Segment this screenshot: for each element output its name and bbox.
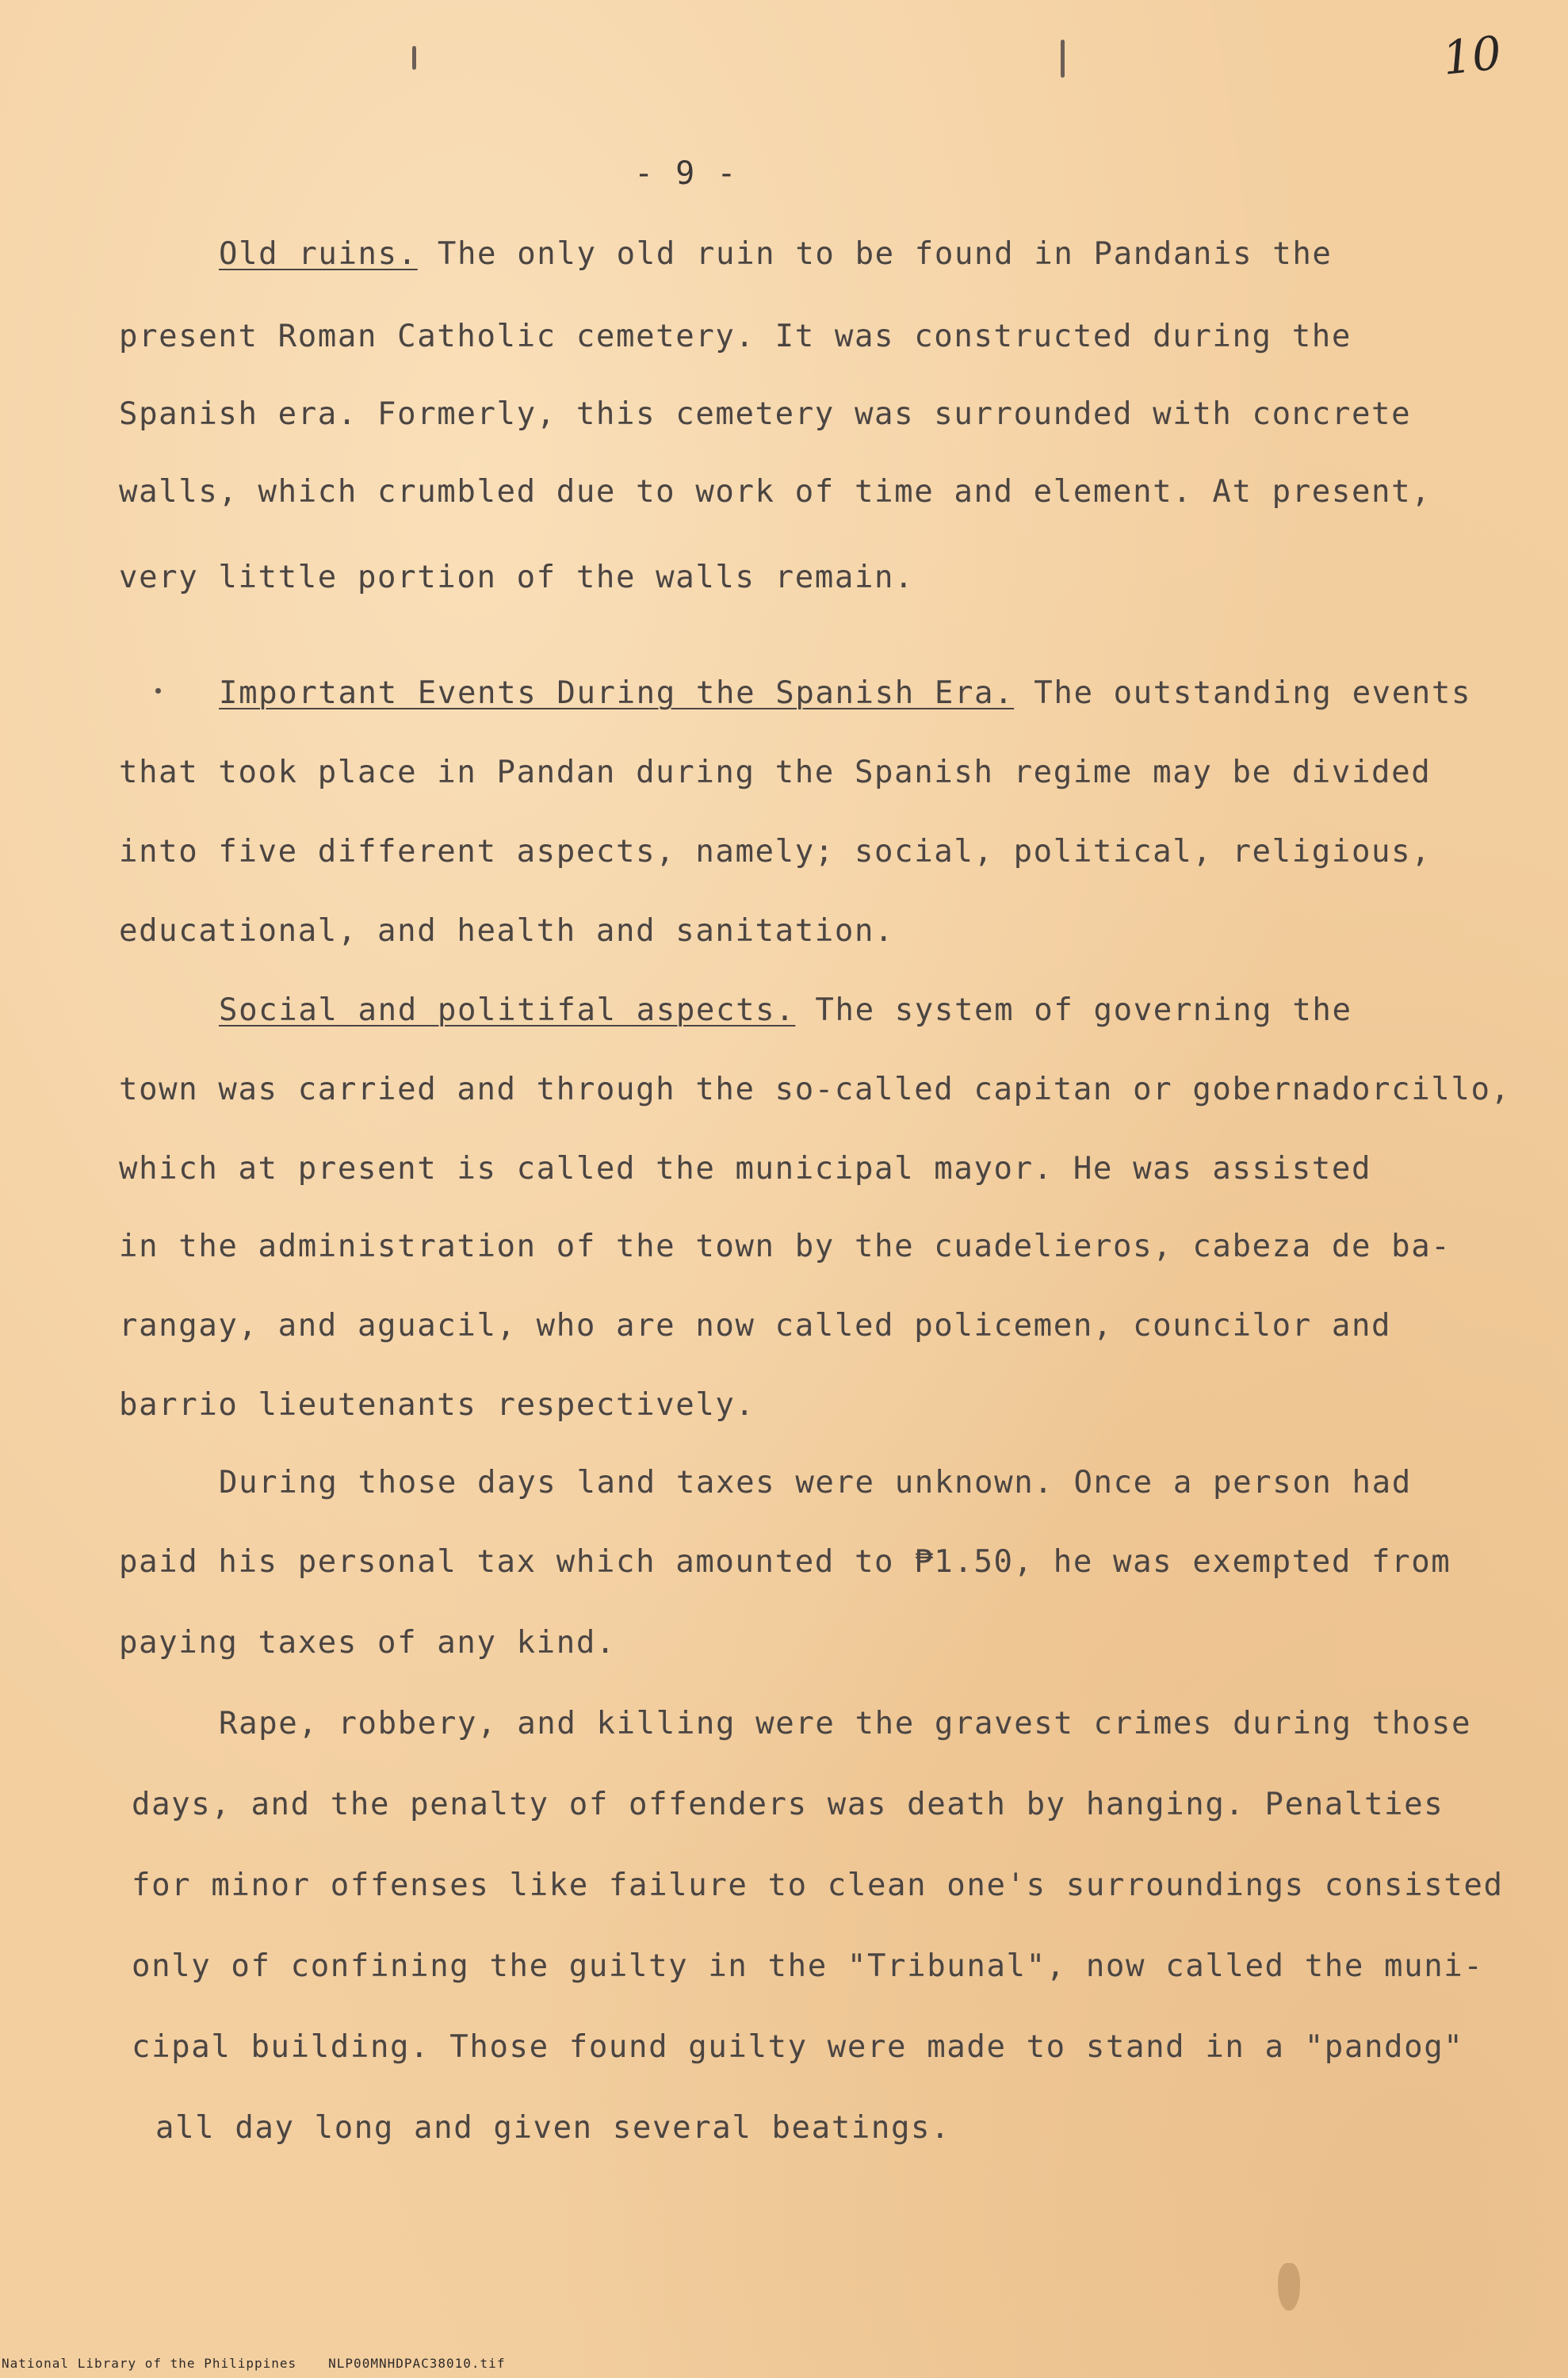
page-number: - 9 -	[634, 155, 738, 192]
text-line: for minor offenses like failure to clean one's surroundings consisted	[132, 1868, 1504, 1903]
text-line: all day long and given several beatings.	[155, 2110, 951, 2146]
scan-footer	[2, 2356, 537, 2371]
heading-social-political: Social and politifal aspects.	[219, 992, 796, 1028]
text-line: town was carried and through the so-called capitan or gobernadorcillo,	[119, 1072, 1511, 1107]
text-line: which at present is called the municipal mayor. He was assisted	[119, 1151, 1372, 1187]
text-line: very little portion of the walls remain.	[119, 560, 915, 595]
paragraph-important-events-line: Important Events During the Spanish Era. The outstanding events	[219, 675, 1472, 711]
footer-library: National Library of the Philippines	[2, 2356, 297, 2371]
text-line: into five different aspects, namely; social, political, religious,	[119, 834, 1432, 870]
text-line: paying taxes of any kind.	[119, 1625, 616, 1661]
text-line: Rape, robbery, and killing were the gravest crimes during those	[219, 1706, 1472, 1741]
text-line: educational, and health and sanitation.	[119, 913, 895, 949]
text-line: only of confining the guilty in the "Tribunal", now called the muni-	[132, 1948, 1484, 1984]
text-line: rangay, and aguacil, who are now called policemen, councilor and	[119, 1308, 1392, 1344]
text-line: in the administration of the town by the cuadelieros, cabeza de ba-	[119, 1229, 1451, 1264]
text-line: that took place in Pandan during the Spanish regime may be divided	[119, 755, 1432, 790]
ink-smudge	[1278, 2263, 1300, 2311]
paragraph-old-ruins-line: Old ruins. The only old ruin to be found in Pandanis the	[219, 236, 1333, 272]
handwritten-page-number: 10	[1440, 25, 1505, 86]
heading-important-events: Important Events During the Spanish Era.	[219, 675, 1015, 711]
text-line: paid his personal tax which amounted to ₱1.50, he was exempted from	[119, 1544, 1451, 1580]
stray-dot	[155, 688, 161, 694]
text-line: present Roman Catholic cemetery. It was constructed during the	[119, 319, 1352, 354]
text-line: Spanish era. Formerly, this cemetery was surrounded with concrete	[119, 396, 1412, 432]
ink-mark-center	[1061, 40, 1065, 78]
text-line: barrio lieutenants respectively.	[119, 1387, 755, 1423]
paragraph-social-political-line: Social and politifal aspects. The system of governing the	[219, 992, 1352, 1028]
text-line: cipal building. Those found guilty were made to stand in a "pandog"	[132, 2029, 1464, 2065]
text-line: days, and the penalty of offenders was death by hanging. Penalties	[132, 1787, 1444, 1822]
bleed-through-text	[1157, 530, 1176, 562]
text-line: During those days land taxes were unknown. Once a person had	[219, 1465, 1412, 1501]
ink-mark-left	[412, 46, 416, 70]
text-line: walls, which crumbled due to work of time and element. At present,	[119, 474, 1432, 510]
footer-file: NLP00MNHDPAC38010.tif	[328, 2356, 506, 2371]
heading-old-ruins: Old ruins.	[219, 236, 418, 272]
